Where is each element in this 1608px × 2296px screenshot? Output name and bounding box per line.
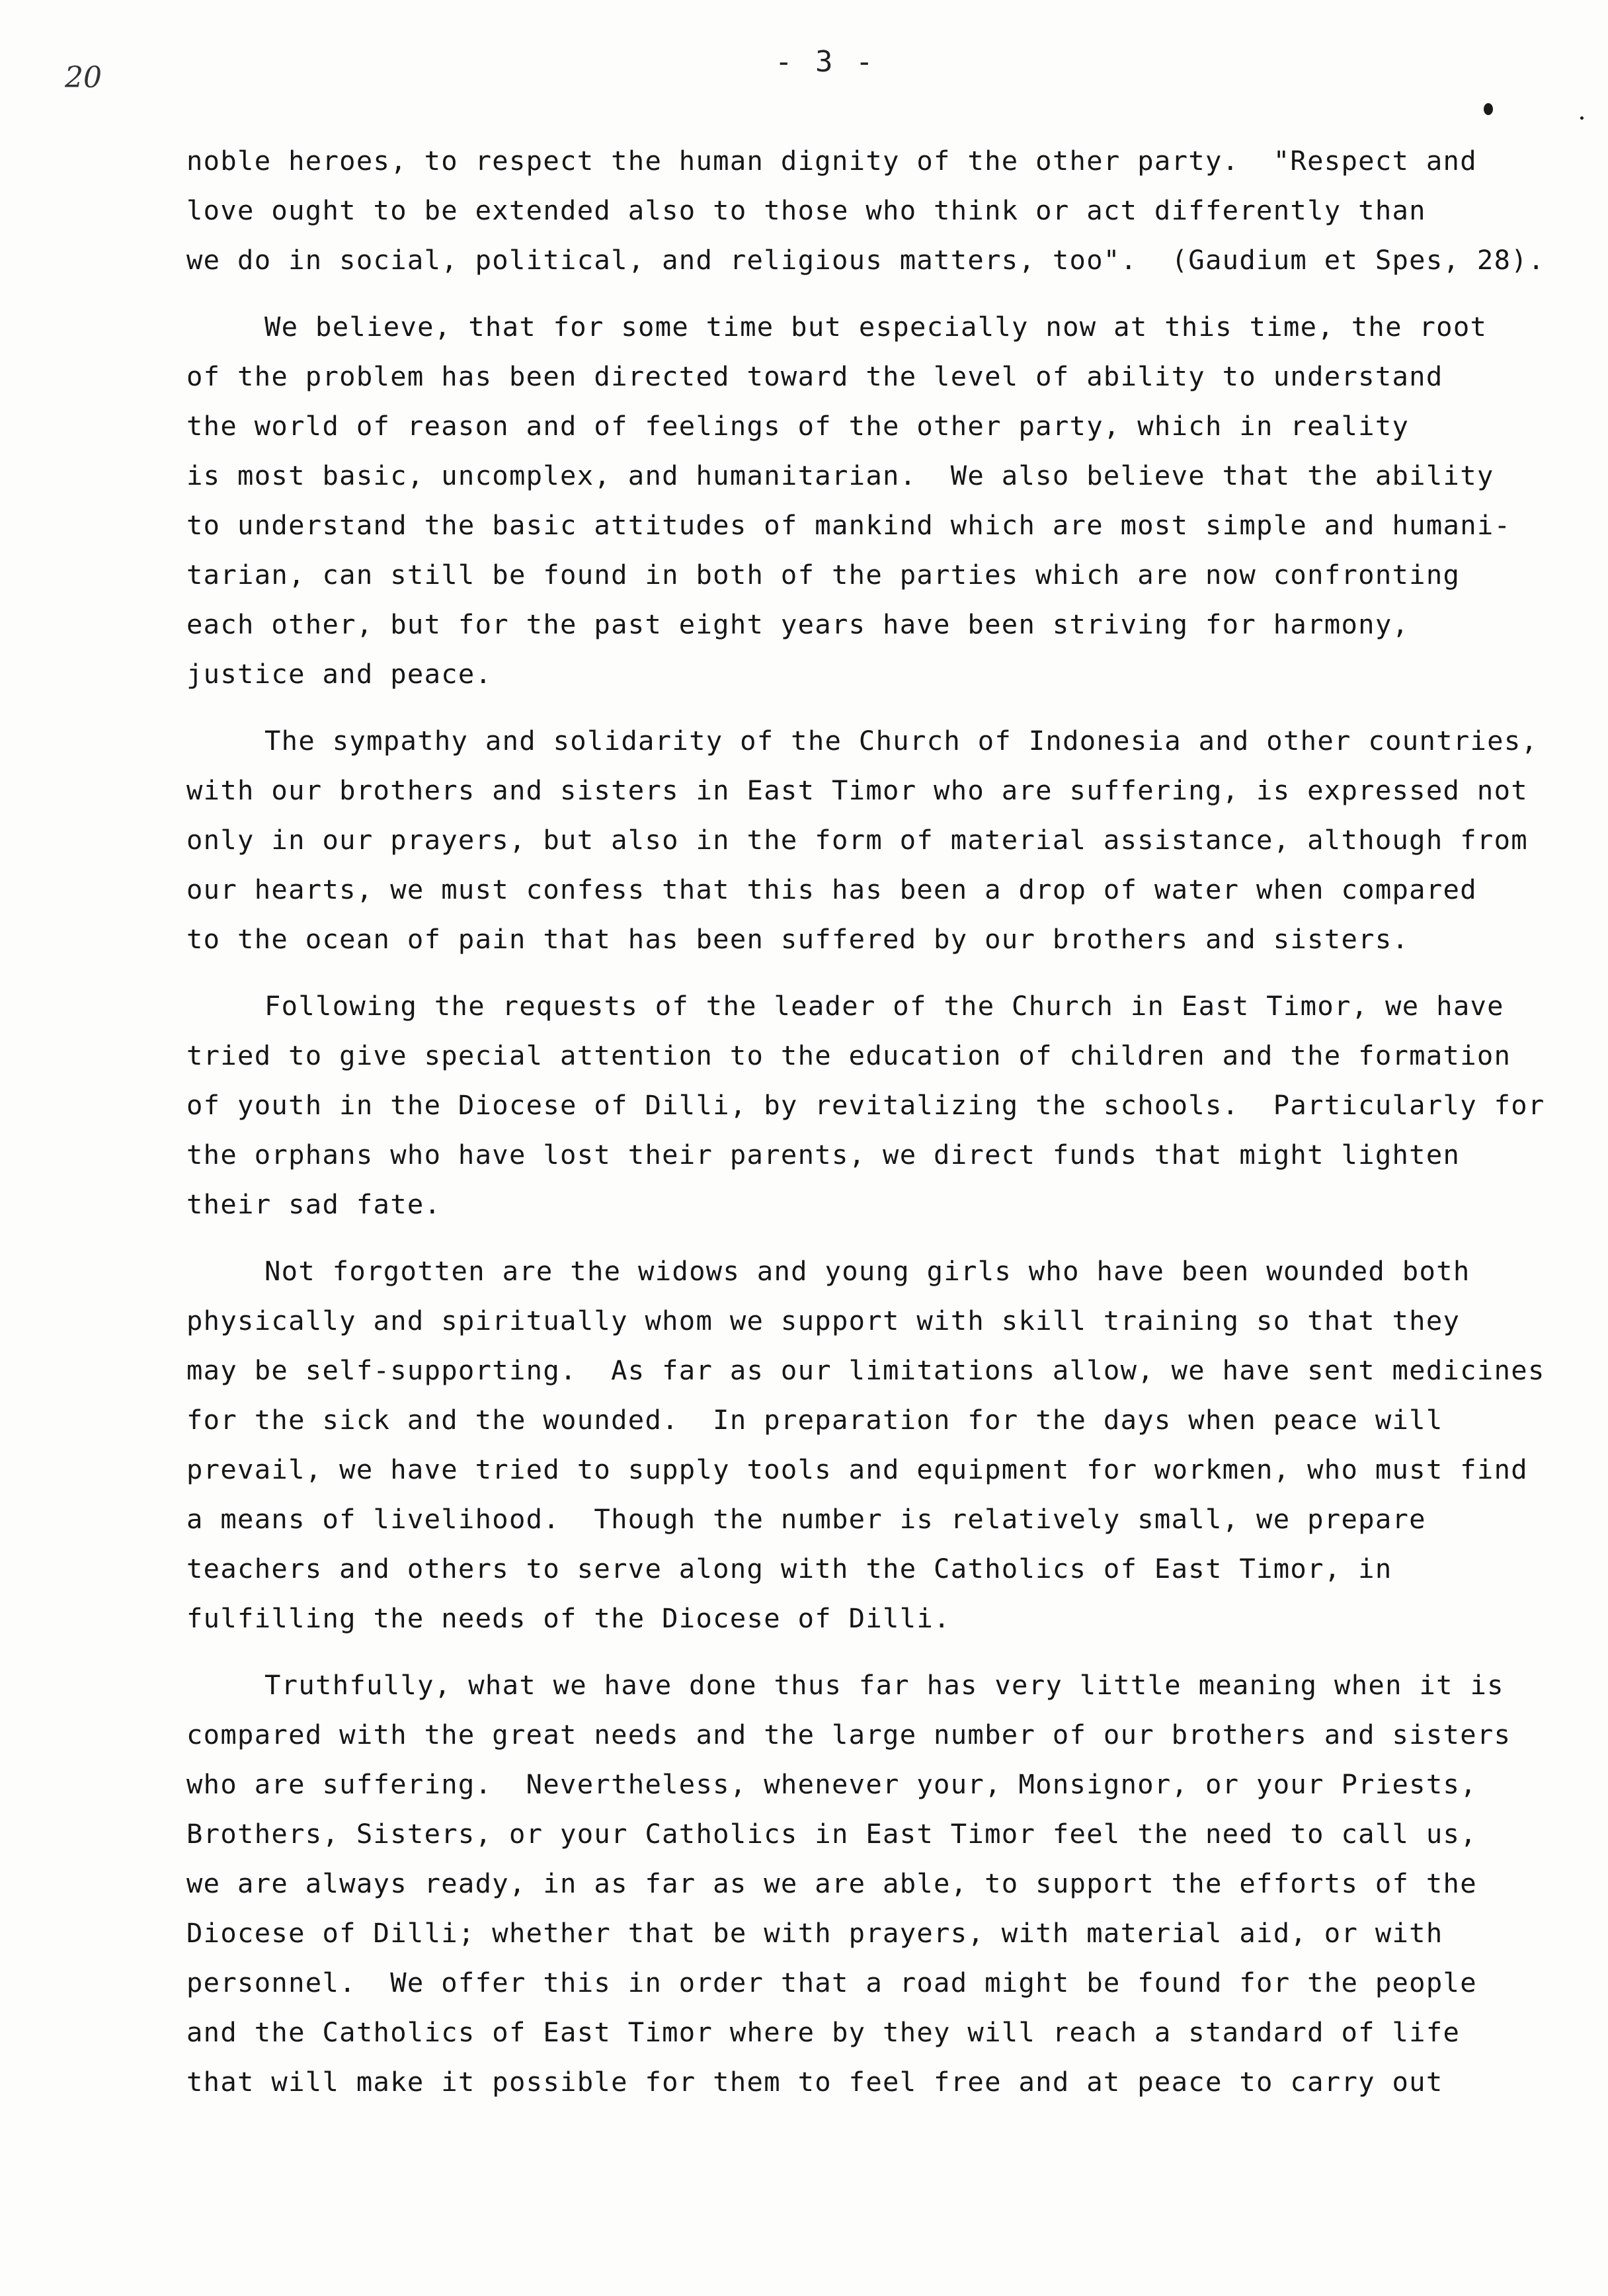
handwritten-margin-note: 20: [65, 61, 102, 95]
text-line: our hearts, we must confess that this has been a drop of water when compared: [186, 874, 1477, 905]
text-line: Following the requests of the leader of the Church in East Timor, we have: [264, 990, 1504, 1022]
text-line: prevail, we have tried to supply tools and equipment for workmen, who must find: [186, 1454, 1528, 1485]
text-line: tried to give special attention to the education of children and the formation: [186, 1040, 1511, 1071]
text-line: the world of reason and of feelings of the other party, which in reality: [186, 410, 1410, 442]
text-line: only in our prayers, but also in the form of material assistance, although from: [186, 824, 1528, 856]
text-line: we do in social, political, and religious matters, too". (Gaudium et Spes, 28).: [186, 244, 1545, 276]
paragraph: [186, 1247, 1545, 1643]
text-line: to the ocean of pain that has been suffered by our brothers and sisters.: [186, 923, 1410, 955]
text-line: Brothers, Sisters, or your Catholics in East Timor feel the need to call us,: [186, 1818, 1477, 1850]
text-line: tarian, can still be found in both of the parties which are now confronting: [186, 559, 1461, 591]
paragraph: [186, 981, 1545, 1229]
text-line: the orphans who have lost their parents, we direct funds that might lighten: [186, 1139, 1461, 1170]
paragraph: [186, 136, 1545, 285]
text-line: a means of livelihood. Though the number is relatively small, we prepare: [186, 1503, 1426, 1535]
text-line: and the Catholics of East Timor where by they will reach a standard of life: [186, 2016, 1461, 2048]
text-line: Not forgotten are the widows and young girls who have been wounded both: [264, 1255, 1470, 1287]
text-line: who are suffering. Nevertheless, whenever your, Monsignor, or your Priests,: [186, 1768, 1477, 1800]
text-line: we are always ready, in as far as we are able, to support the efforts of the: [186, 1867, 1477, 1899]
text-line: compared with the great needs and the large number of our brothers and sisters: [186, 1719, 1511, 1750]
text-line: their sad fate.: [186, 1188, 442, 1220]
text-line: The sympathy and solidarity of the Church of Indonesia and other countries,: [264, 725, 1539, 757]
text-line: Diocese of Dilli; whether that be with prayers, with material aid, or with: [186, 1917, 1443, 1949]
text-line: love ought to be extended also to those who think or act differently than: [186, 194, 1426, 226]
paragraph: [186, 716, 1539, 964]
text-line: physically and spiritually whom we support with skill training so that they: [186, 1305, 1461, 1336]
text-line: each other, but for the past eight years have been striving for harmony,: [186, 608, 1410, 640]
text-line: is most basic, uncomplex, and humanitarian. We also believe that the ability: [186, 460, 1494, 491]
text-line: of youth in the Diocese of Dilli, by revitalizing the schools. Particularly for: [186, 1089, 1545, 1121]
text-line: may be self-supporting. As far as our limitations allow, we have sent medicines: [186, 1354, 1545, 1386]
ink-speck: [1580, 116, 1584, 120]
text-line: Truthfully, what we have done thus far has very little meaning when it is: [264, 1669, 1504, 1701]
text-line: personnel. We offer this in order that a road might be found for the people: [186, 1967, 1477, 1998]
text-line: with our brothers and sisters in East Timor who are suffering, is expressed not: [186, 774, 1528, 806]
text-line: of the problem has been directed toward the level of ability to understand: [186, 360, 1443, 392]
text-line: fulfilling the needs of the Diocese of Dilli.: [186, 1602, 951, 1634]
text-line: justice and peace.: [186, 658, 493, 690]
paragraph: [186, 302, 1522, 699]
text-line: teachers and others to serve along with the Catholics of East Timor, in: [186, 1553, 1392, 1584]
ink-speck: [1484, 103, 1493, 115]
document-body: [186, 136, 1545, 2124]
paragraph: [186, 1660, 1522, 2107]
text-line: noble heroes, to respect the human dignity of the other party. "Respect and: [186, 145, 1477, 177]
text-line: We believe, that for some time but especially now at this time, the root: [264, 311, 1488, 343]
page-number: - 3 -: [775, 45, 876, 79]
text-line: to understand the basic attitudes of mankind which are most simple and humani-: [186, 509, 1511, 541]
text-line: for the sick and the wounded. In preparation for the days when peace will: [186, 1404, 1443, 1436]
text-line: that will make it possible for them to feel free and at peace to carry out: [186, 2066, 1443, 2098]
